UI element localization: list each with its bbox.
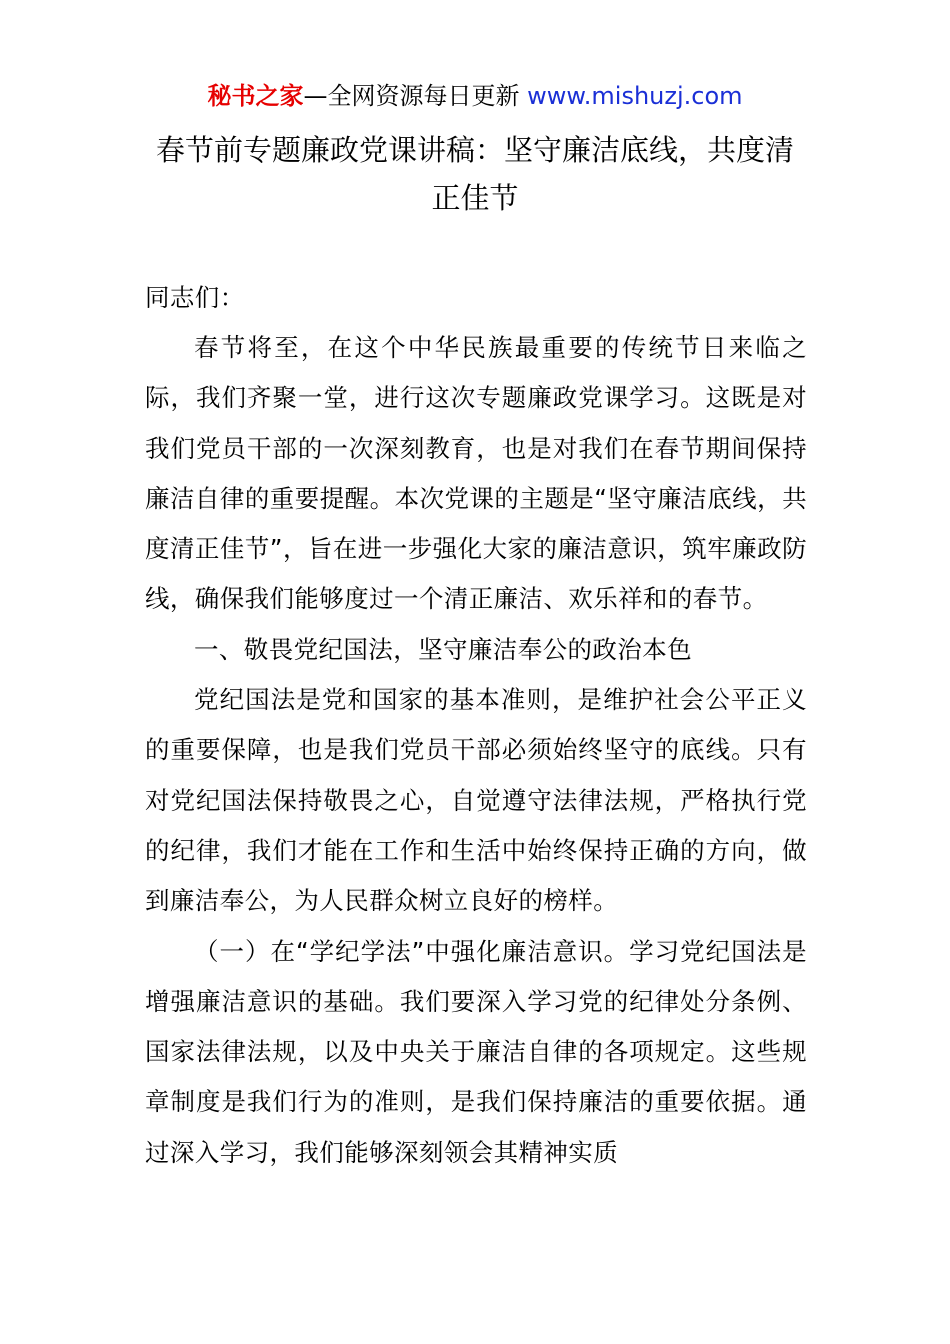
header-slogan: —全网资源每日更新	[303, 82, 528, 110]
paragraph-section-1: 党纪国法是党和国家的基本准则，是维护社会公平正义的重要保障，也是我们党员干部必须始终坚守的底线。只有对党纪国法保持敬畏之心，自觉遵守法律法规，严格执行党的纪律，我们才能在工作和生活中始终保持正确的方向，做到廉洁奉公，为人民群众树立良好的榜样。	[145, 685, 807, 916]
document-title: 春节前专题廉政党课讲稿：坚守廉洁底线，共度清正佳节	[155, 133, 794, 215]
brand-name: 秘书之家	[207, 82, 304, 110]
greeting: 同志们：	[145, 283, 245, 312]
paragraph-intro: 春节将至，在这个中华民族最重要的传统节日来临之际，我们齐聚一堂，进行这次专题廉政党课学习。这既是对我们党员干部的一次深刻教育，也是对我们在春节期间保持廉洁自律的重要提醒。本次党课的主题是“坚守廉洁底线，共度清正佳节”，旨在进一步强化大家的廉洁意识，筑牢廉政防线，确保我们能够度过一个清正廉洁、欢乐祥和的春节。	[145, 333, 807, 614]
site-url-link[interactable]: www.mishuzj.com	[527, 82, 743, 110]
site-header	[0, 80, 950, 112]
paragraph-subsection-1: （一）在“学纪学法”中强化廉洁意识。学习党纪国法是增强廉洁意识的基础。我们要深入学习党的纪律处分条例、国家法律法规，以及中央关于廉洁自律的各项规定。这些规章制度是我们行为的准则，是我们保持廉洁的重要依据。通过深入学习，我们能够深刻领会其精神实质	[145, 936, 807, 1167]
document-body	[145, 323, 807, 1178]
section-heading-1: 一、敬畏党纪国法，坚守廉洁奉公的政治本色	[194, 634, 692, 664]
